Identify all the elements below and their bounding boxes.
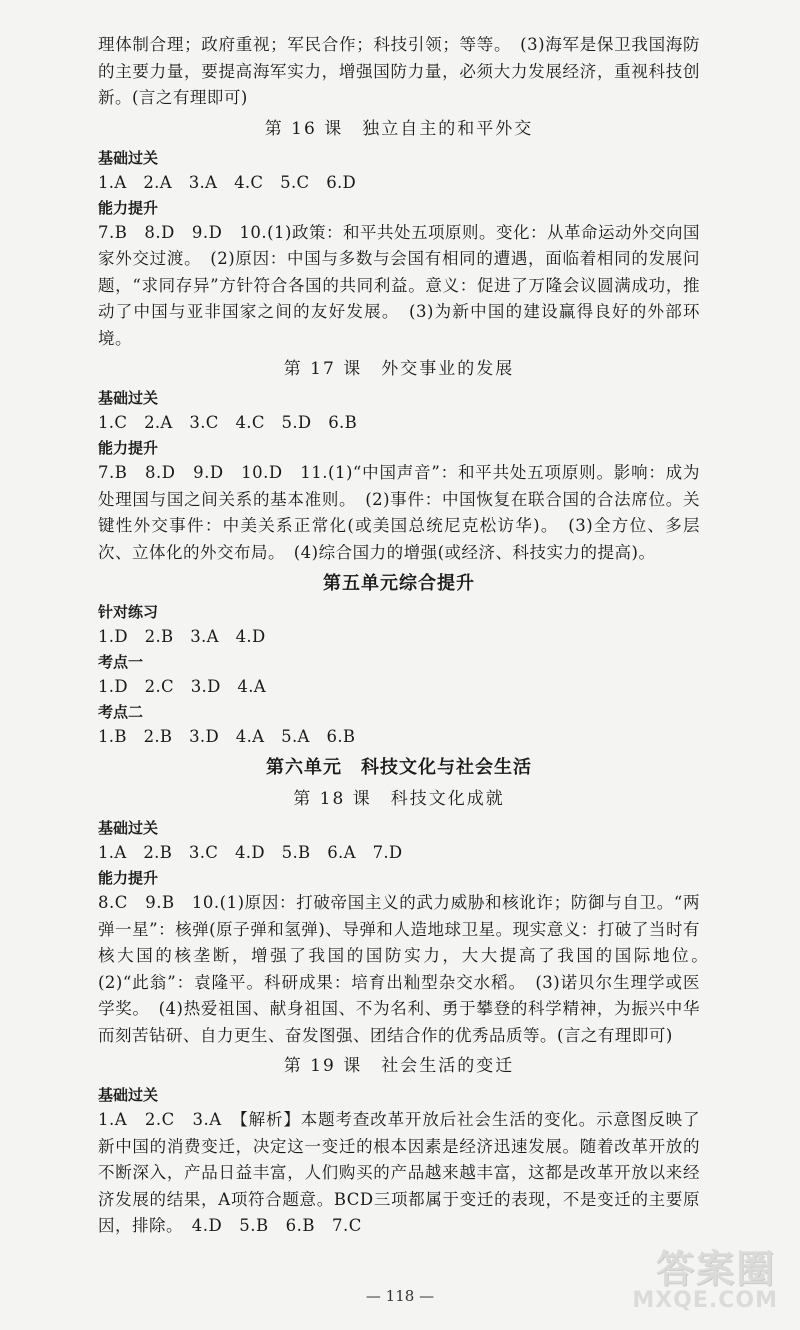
unit-5-section-answers: 1.D 2.B 3.A 4.D xyxy=(98,627,266,646)
lesson-16-basic-answers: 1.A 2.A 3.A 4.C 5.C 6.D xyxy=(98,172,357,192)
lesson-16-title: 第 16 课 独立自主的和平外交 xyxy=(264,118,534,139)
lesson-18-basic-label: 基础过关 xyxy=(98,819,159,837)
lesson-17-ability-text: 7.B 8.D 9.D 10.D 11.(1)“中国声音”：和平共处五项原则。影响：成为处理国与国之间关系的基本准则。 (2)事件：中国恢复在联合国的合法席位。关键性外交事件：中美关系正常化(或美国总统尼克松访华)。 (3)全方位、多层次、立体化的外交布局。 (4)综合国力的增强(或经济、科技实力的提高)。 xyxy=(98,463,700,562)
watermark xyxy=(594,1238,784,1318)
lesson-17-basic-label: 基础过关 xyxy=(98,389,159,407)
unit-5-review-title: 第五单元综合提升 xyxy=(323,573,475,594)
lesson-19-basic-text: 1.A 2.C 3.A 【解析】本题考查改革开放后社会生活的变化。示意图反映了新中国的消费变迁，决定这一变迁的根本因素是经济迅速发展。随着改革开放的不断深入，产品日益丰富，人们购买的产品越来越丰富，这都是改革开放以来经济发展的结果，A项符合题意。BCD三项都属于变迁的表现，不是变迁的主要原因，排除。 4.D 5.B 6.B 7.C xyxy=(98,1110,700,1235)
lesson-18-ability-label: 能力提升 xyxy=(98,869,159,887)
unit-5-section-label: 针对练习 xyxy=(98,603,159,621)
lesson-16-ability-label: 能力提升 xyxy=(98,198,159,217)
lesson-19-basic-label: 基础过关 xyxy=(98,1086,159,1104)
unit-5-section-label: 考点一 xyxy=(98,653,144,671)
lesson-16-basic-label: 基础过关 xyxy=(98,148,159,167)
lesson-18-basic-answers: 1.A 2.B 3.C 4.D 5.B 6.A 7.D xyxy=(98,843,403,862)
page-number: — 118 — xyxy=(365,1287,435,1305)
lesson-17-title: 第 17 课 外交事业的发展 xyxy=(283,359,515,379)
lesson-17-ability-label: 能力提升 xyxy=(98,439,159,457)
unit-5-section-label: 考点二 xyxy=(98,703,144,721)
unit-5-section-answers: 1.B 2.B 3.D 4.A 5.A 6.B xyxy=(98,727,356,746)
lesson-18-ability-text: 8.C 9.B 10.(1)原因：打破帝国主义的武力威胁和核讹诈；防御与自卫。“两弹一星”：核弹(原子弹和氢弹)、导弹和人造地球卫星。现实意义：打破了当时有核大国的核垄断，增强了我国的国防实力，大大提高了我国的国际地位。 (2)“此翁”：袁隆平。科研成果：培育出籼型杂交水稻。 (3)诺贝尔生理学或医学奖。 (4)热爱祖国、献身祖国、不为名利、勇于攀登的科学精神，为振兴中华而刻苦钻研、自力更生、奋发图强、团结合作的优秀品质等。(言之有理即可) xyxy=(98,893,717,1045)
lesson-18-title: 第 18 课 科技文化成就 xyxy=(293,789,505,809)
watermark-logo: 答案圈 xyxy=(655,1247,776,1291)
watermark-url: MXQE.COM xyxy=(632,1288,778,1313)
page-content xyxy=(98,32,717,1240)
continuation-paragraph: 理体制合理；政府重视；军民合作；科技引领；等等。 (3)海军是保卫我国海防的主要力量，要提高海军实力，增强国防力量，必须大力发展经济，重视科技创新。(言之有理即可) xyxy=(98,35,700,107)
unit-6-title: 第六单元 科技文化与社会生活 xyxy=(266,757,532,778)
lesson-16-ability-text: 7.B 8.D 9.D 10.(1)政策：和平共处五项原则。变化：从革命运动外交向国家外交过渡。 (2)原因：中国与多数与会国有相同的遭遇，面临着相同的发展问题，“求同存异”方针符合各国的共同利益。意义：促进了万隆会议圆满成功，推动了中国与亚非国家之间的友好发展。 (3)为新中国的建设赢得良好的外部环境。 xyxy=(98,222,700,348)
unit-5-section-answers: 1.D 2.C 3.D 4.A xyxy=(98,677,266,696)
lesson-19-title: 第 19 课 社会生活的变迁 xyxy=(283,1056,515,1076)
lesson-17-basic-answers: 1.C 2.A 3.C 4.C 5.D 6.B xyxy=(98,413,358,432)
